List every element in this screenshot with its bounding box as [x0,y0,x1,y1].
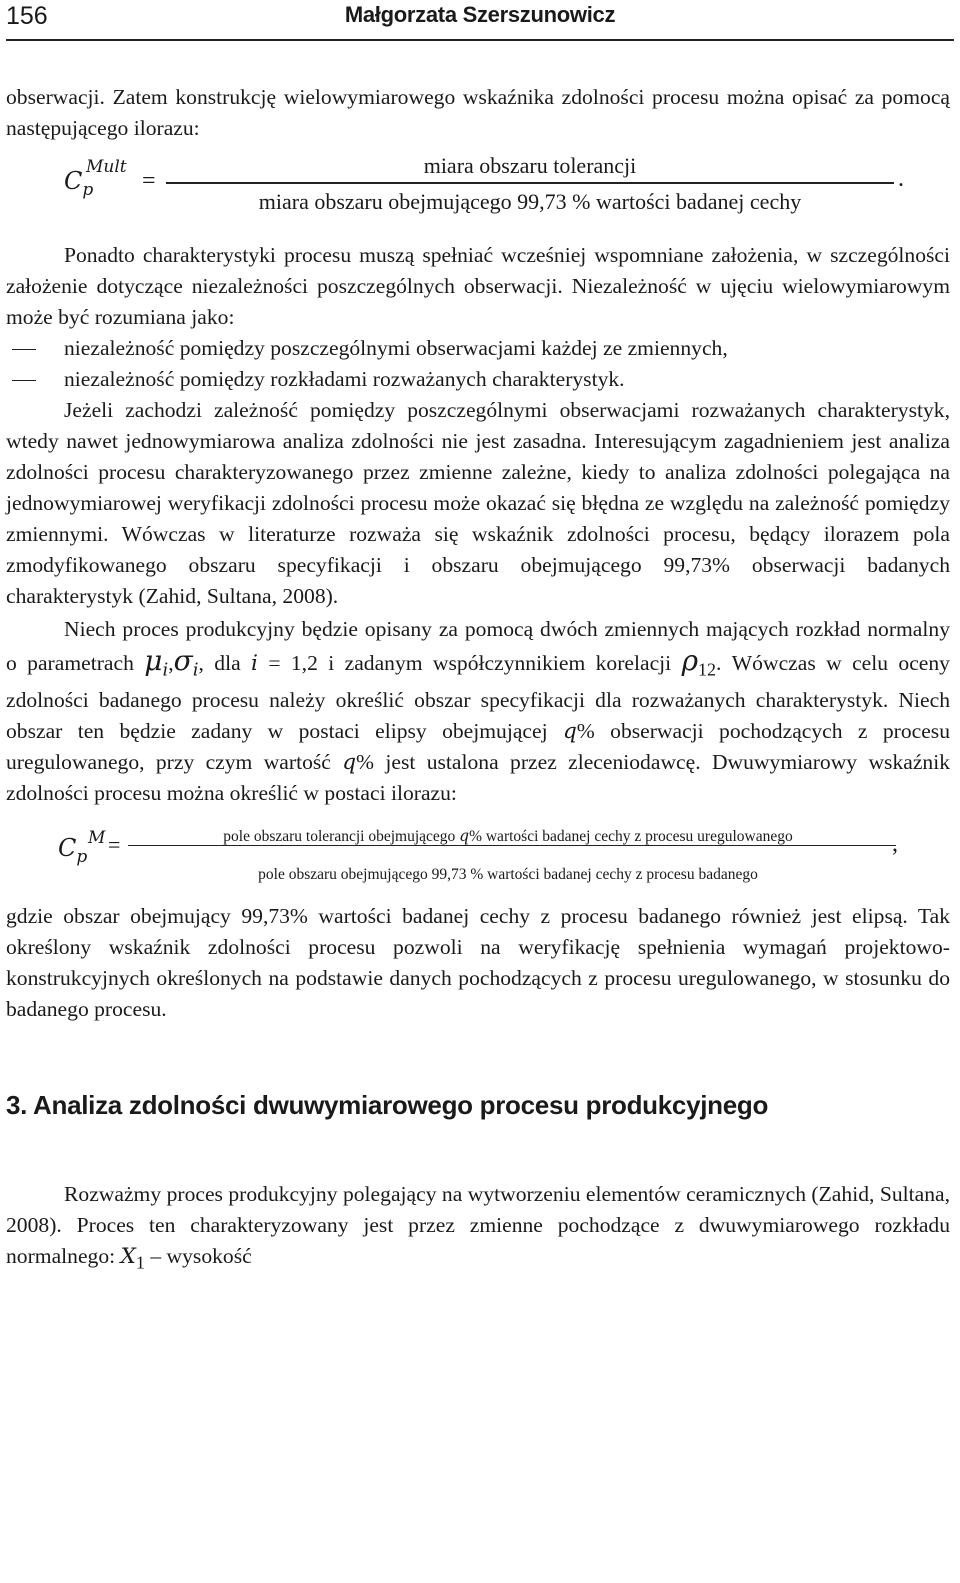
formula-end: . [898,166,904,192]
fraction-bar [128,845,896,846]
formula-superscript: Mult [86,157,127,177]
paragraph: Jeżeli zachodzi zależność pomiędzy poszczególnymi obserwacjami rozważanych charakterystyk, wtedy nawet jednowymiarowa analiza zdolności nie jest zasadna. Interesującym zagadnieniem jest analiza zdolności procesu charakteryzowanego przez zmienne zależne, kiedy to analiza zdolności polegająca na jednowymiarowej weryfikacji zdolności procesu może okazać się błędna ze względu na zależność pomiędzy zmiennymi. Wówczas w literaturze rozważa się wskaźnik zdolności procesu, będący ilorazem pola zmodyfikowanego obszaru specyfikacji i obszaru obejmującego 99,73% obserwacji badanych charakterystyk (Zahid, Sultana, 2008). [6,398,950,608]
formula-bivariate-index [6,821,950,891]
section-heading: 3. Analiza zdolności dwuwymiarowego procesu produkcyjnego [6,1090,769,1121]
formula-numerator: miara obszaru tolerancji [423,153,637,178]
list-item: niezależność pomiędzy poszczególnymi obserwacjami każdej ze zmiennych, [6,333,950,364]
fraction-bar [166,182,894,184]
formula-denominator: pole obszaru obejmującego 99,73 % wartości badanej cechy z procesu badanego [258,866,758,884]
dash-list [6,333,950,395]
paragraph: Rozważmy proces produkcyjny polegający na wytworzeniu elementów ceramicznych (Zahid, Sultana, 2008). Proces ten charakteryzowany jest przez zmienne pochodzące z dwuwymiarowego rozkładu normalnego: $X_1$ – wysokość [6,1182,950,1273]
paragraph: Ponadto charakterystyki procesu muszą spełniać wcześniej wspomniane założenia, w szczególności założenie dotyczące niezależności poszczególnych obserwacji. Niezależność w ujęciu wielowymiarowym może być rozumiana jako: [6,243,950,329]
formula-end: , [892,831,898,858]
formula-mult-index [6,150,950,240]
header-rule [6,39,954,41]
list-item: niezależność pomiędzy rozkładami rozważanych charakterystyk. [6,364,950,395]
paragraph: obserwacji. Zatem konstrukcję wielowymiarowego wskaźnika zdolności procesu można opisać za pomocą następującego ilorazu: [6,85,950,140]
formula-equals: = [142,168,156,194]
page-header [0,0,960,44]
page-number: 156 [6,2,48,30]
rho-symbol: ρ [681,644,699,677]
formula-superscript: M [88,828,106,849]
formula-numerator: pole obszaru tolerancji obejmującego q% wartości badanej cechy z procesu uregulowanego [223,827,793,846]
formula-symbol: $C_p$ [64,167,94,200]
paragraph: Niech proces produkcyjny będzie opisany za pomocą dwóch zmiennych mających rozkład normalny o parametrach $\mu_i,\sigma_i$, dla i = 1,2 i zadanym współczynnikiem korelacji $\rho_{12}$. Wówczas w celu oceny zdolności badanego procesu należy określić obszar specyfikacji dla rozważanych charakterystyk. Niech obszar ten będzie zadany w postaci elipsy obejmującej q% obserwacji pochodzących z procesu uregulowanego, przy czym wartość q% jest ustalona przez zleceniodawcę. Dwuwymiarowy wskaźnik zdolności procesu można określić w postaci ilorazu: [6,617,950,806]
page-body [6,82,950,1279]
formula-symbol: $C_p$ [58,834,88,868]
formula-equals: = [108,832,121,858]
mu-symbol: μ [144,644,163,677]
formula-denominator: miara obszaru obejmującego 99,73 % wartości badanej cechy [258,189,802,214]
running-author: Małgorzata Szerszunowicz [344,2,616,27]
paragraph: gdzie obszar obejmujący 99,73% wartości badanej cechy z procesu badanego również jest elipsą. Tak określony wskaźnik zdolności procesu pozwoli na weryfikację spełnienia wymagań projektowo-konstrukcyjnych określonych na podstawie danych pochodzących z procesu uregulowanego, w stosunku do badanego procesu. [6,904,950,1022]
sigma-symbol: σ [173,644,193,677]
